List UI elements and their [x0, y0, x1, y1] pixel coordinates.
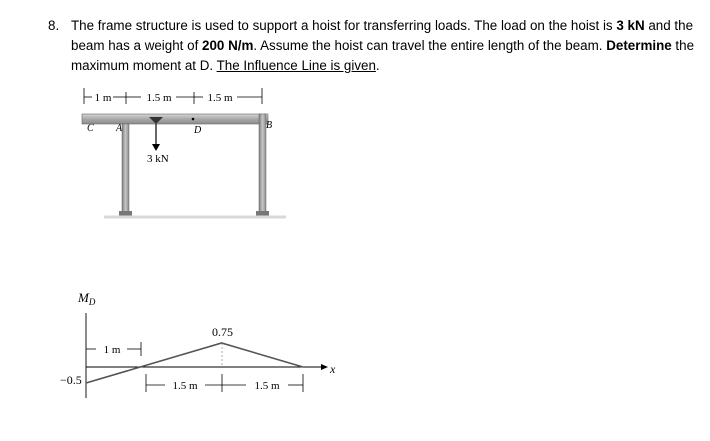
- min-label: −0.5: [60, 373, 82, 387]
- weight-value: 200 N/m: [202, 38, 254, 53]
- il-dim-1: 1 m: [103, 344, 121, 356]
- left-column: [122, 124, 129, 216]
- influence-line-diagram: [60, 290, 336, 398]
- dim-a-d: 1.5 m: [146, 92, 172, 104]
- dim-d-b: 1.5 m: [207, 92, 233, 104]
- text-part-b: and the beam has a weight of: [71, 18, 694, 53]
- x-axis-label: x: [330, 362, 336, 376]
- peak-label: 0.75: [212, 325, 233, 339]
- influence-line-link: The Influence Line is given: [216, 58, 376, 73]
- x-axis-arrow: [321, 364, 328, 370]
- hoist-load-label: 3 kN: [147, 153, 169, 165]
- il-dim-3: 1.5 m: [254, 380, 280, 392]
- influence-point-3: [302, 366, 304, 368]
- point-d-marker: [192, 118, 195, 121]
- frame-figure: [82, 88, 286, 217]
- influence-point-1: [139, 366, 141, 368]
- il-dim-2: 1.5 m: [172, 380, 198, 392]
- load-value: 3 kN: [616, 18, 645, 33]
- right-column: [259, 114, 266, 216]
- text-part-d: the maximum moment at D.: [71, 38, 695, 73]
- beam: [82, 114, 268, 124]
- influence-point-0: [85, 382, 87, 384]
- dim-c-a: 1 m: [94, 92, 112, 104]
- text-end: .: [375, 58, 380, 73]
- label-c: C: [87, 123, 94, 134]
- problem-number: 8.: [48, 18, 60, 33]
- label-a: A: [116, 123, 123, 134]
- determine-word: Determine: [606, 38, 672, 53]
- label-b: B: [266, 120, 273, 131]
- text-part-a: The frame structure is used to support a hoist for transferring loads. The load on the hoist is: [71, 18, 617, 33]
- y-axis-label: $M_D$: [78, 290, 96, 307]
- label-d: D: [194, 125, 202, 136]
- text-part-c: . Assume the hoist can travel the entire length of the beam.: [253, 38, 607, 53]
